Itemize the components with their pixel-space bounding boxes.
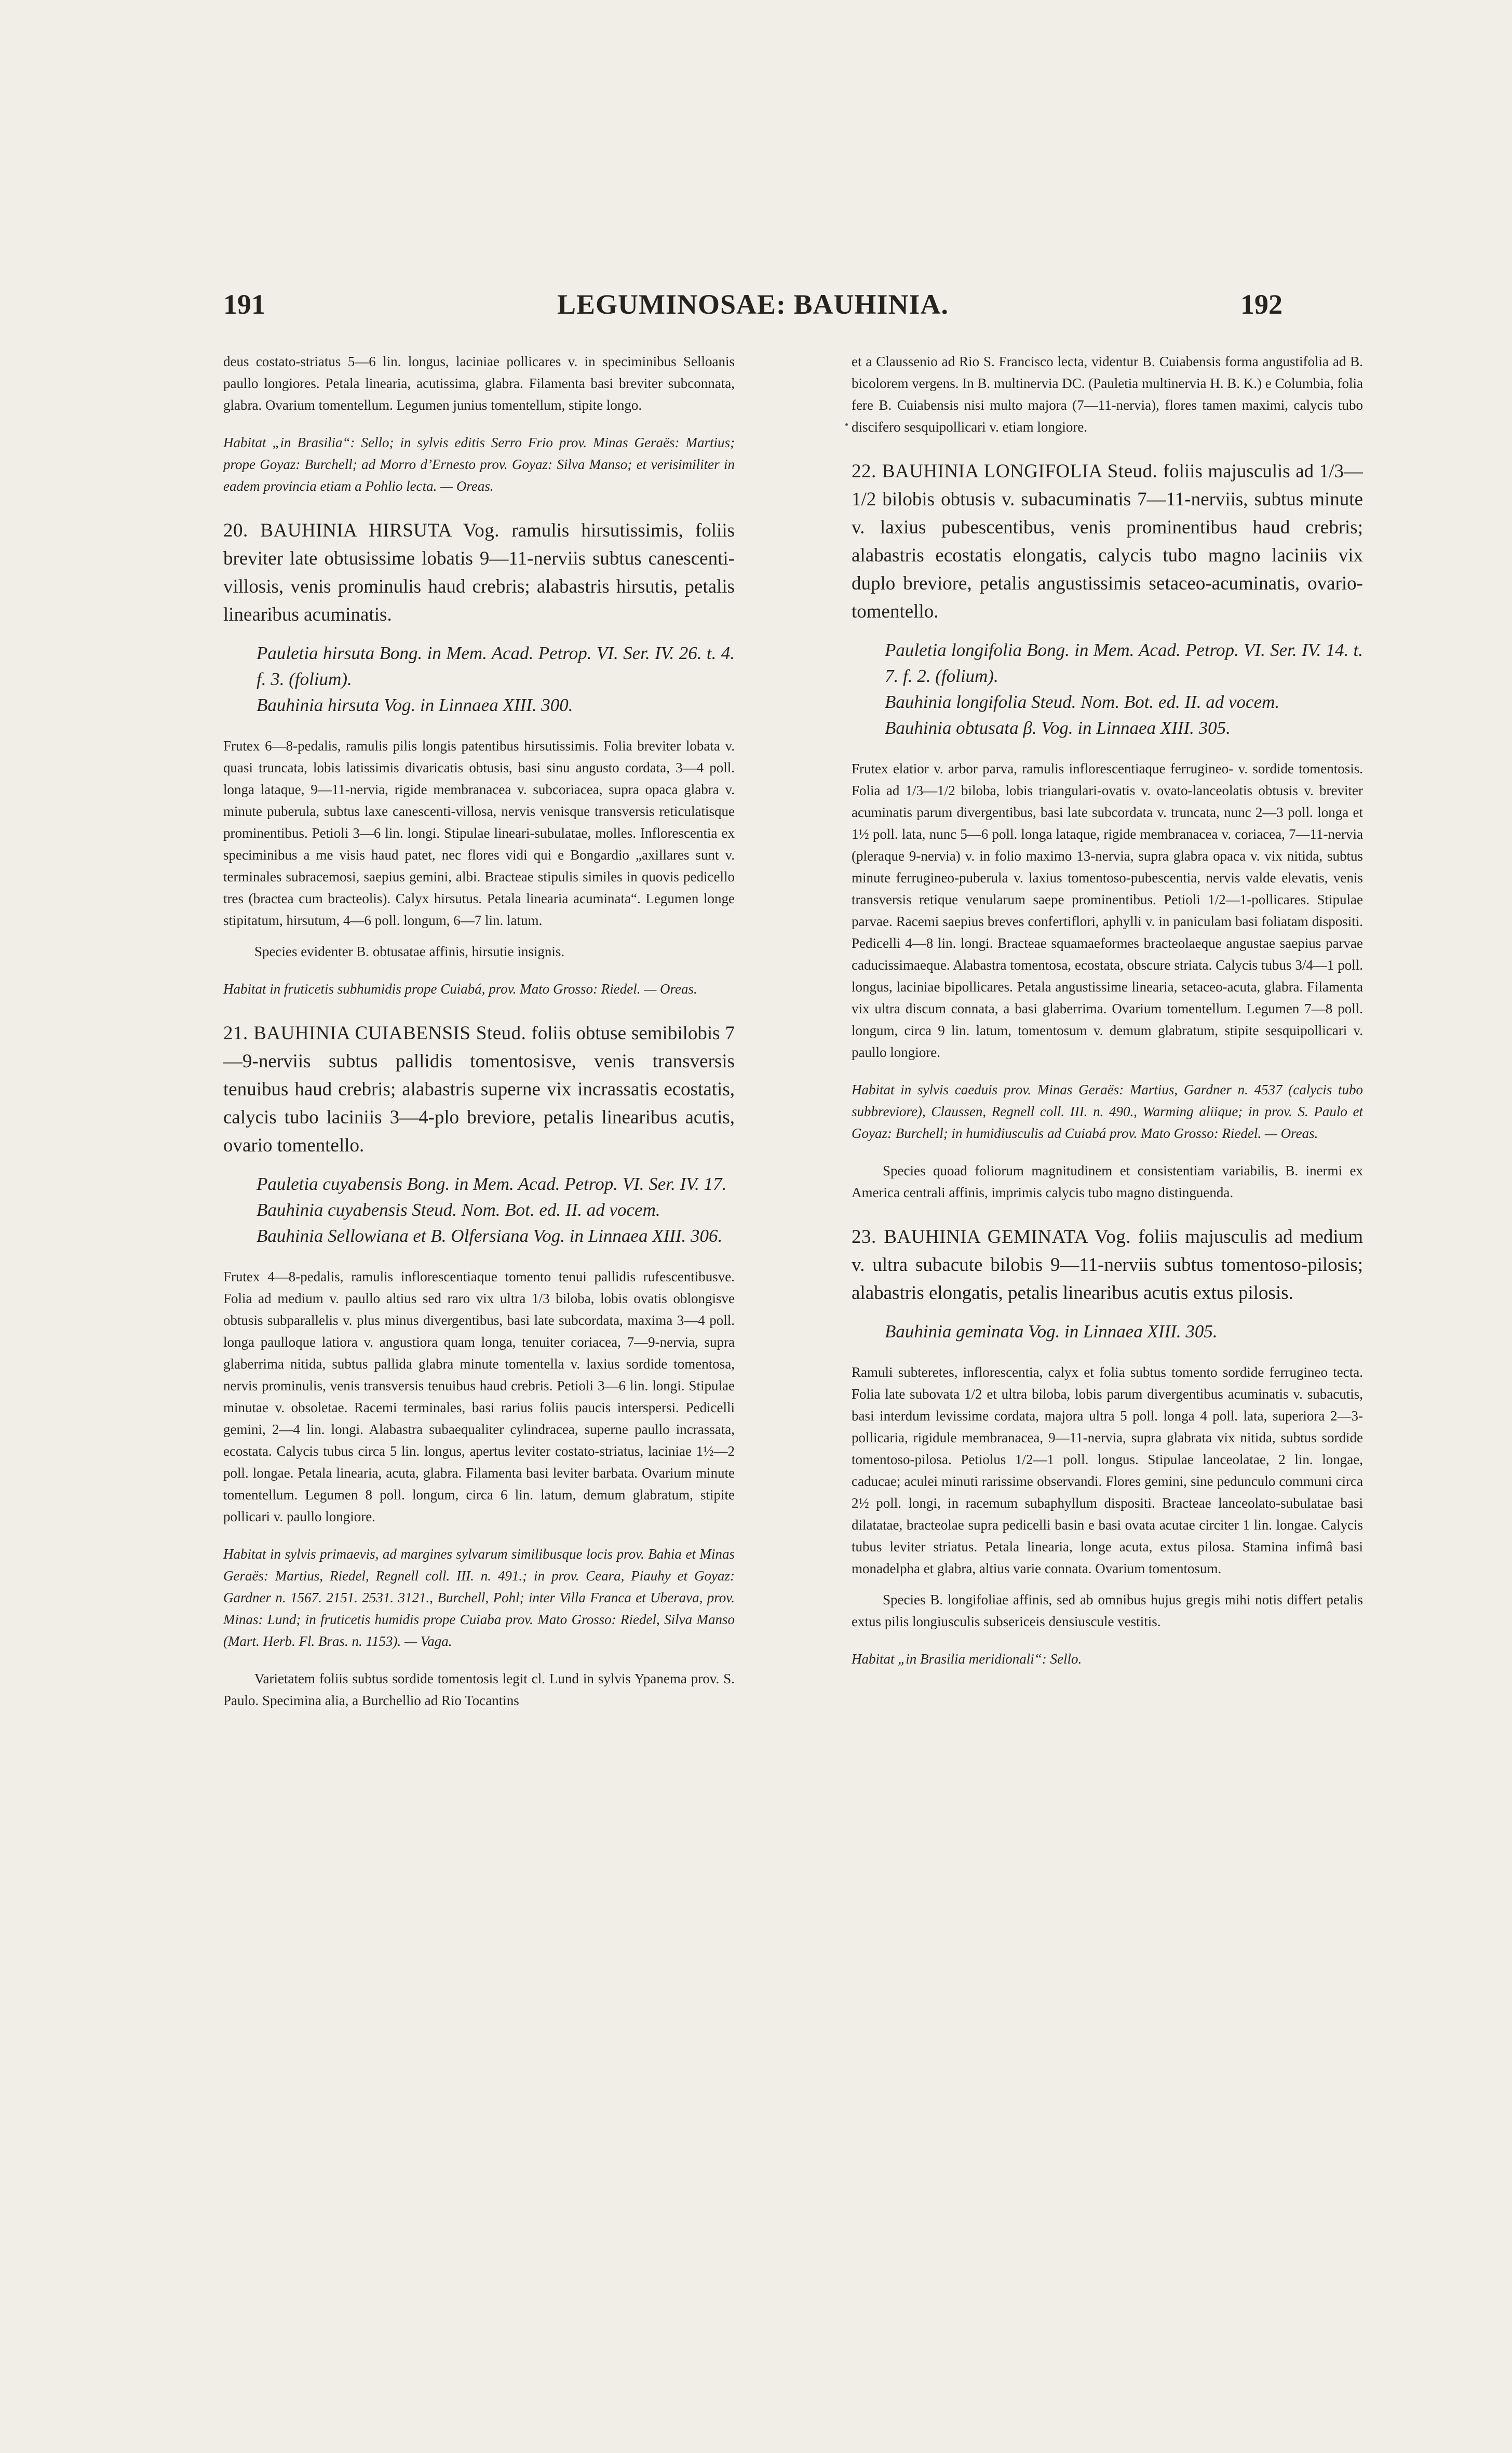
synonym: Bauhinia obtusata β. Vog. in Linnaea XIII. 305. xyxy=(885,718,1231,738)
species-21-diagnosis xyxy=(223,1020,735,1160)
right-column xyxy=(852,351,1363,2179)
species-22-diagnosis xyxy=(852,458,1363,626)
species-23-note: Species B. longifoliae affinis, sed ab omnibus hujus gregis mihi notis differt petalis extus pilis longiusculis subsericeis densiuscule vestitis. xyxy=(852,1592,1363,1629)
species-20-note: Species evidenter B. obtusatae affinis, hirsutie insignis. xyxy=(254,944,565,959)
species-23-habitat: Habitat „in Brasilia meridionali“: Sello. xyxy=(852,1651,1082,1667)
species-23-diag-text: foliis majusculis ad medium v. ultra subacute bilobis 9—11-nerviis subtus tomentoso-pilosis; alabastris elongatis, petalis linearibus acutis extus pilosis. xyxy=(852,1226,1363,1304)
habitat-19: Habitat „in Brasilia“: Sello; in sylvis editis Serro Frio prov. Minas Geraës: Martius; prope Goyaz: Burchell; ad Morro d’Ernesto prov. Goyaz: Silva Manso; et verisimiliter in eadem provincia etiam a Pohlio lecta. — Oreas. xyxy=(223,435,735,494)
species-22-title: 22. BAUHINIA LONGIFOLIA Steud. xyxy=(852,461,1158,482)
synonym: Bauhinia longifolia Steud. Nom. Bot. ed. II. ad vocem. xyxy=(885,692,1280,712)
species-20-description: Frutex 6—8-pedalis, ramulis pilis longis patentibus hirsutissimis. Folia breviter lobata v. quasi truncata, lobis latissimis divaricatis obtusis, basi sinu angusto cordata, 3—4 poll. longa lataque, 9—11-nervia, rigide membranacea v. subcoriacea, supra opaca glabra v. minute puberula, subtus laxe canescenti-villosa, nervis venisque transversis reticulatisque prominentibus. Petioli 3—6 lin. longi. Stipulae lineari-subulatae, molles. Inflorescentia ex speciminibus a me visis haud patet, nec flores vidi qui e Bongardio „axillares sunt v. terminales subracemosi, saepius gemini, albi. Bracteae stipulis similes in quovis pedicello tres (bractea cum bracteolis). Calyx hirsutus. Petala linearia acuminata“. Legumen longe stipitatum, hirsutum, 4—6 poll. longum, 6—7 lin. latum. xyxy=(223,738,735,928)
synonym: Pauletia hirsuta Bong. in Mem. Acad. Petrop. VI. Ser. IV. 26. t. 4. f. 3. (folium). xyxy=(256,643,735,689)
species-21-synonyms xyxy=(223,1171,735,1249)
page-number-right: 192 xyxy=(1240,289,1282,320)
species-21-habitat: Habitat in sylvis primaevis, ad margines sylvarum similibusque locis prov. Bahia et Minas Geraës: Martius, Riedel, Regnell coll. III. n. 491.; in prov. Ceara, Piauhy et Goyaz: Gardner n. 1567. 2151. 2531. 3121., Burchell, Pohl; inter Villa Franca et Uberava, prov. Minas: Lund; in fruticetis humidis prope Cuiaba prov. Mato Grosso: Riedel, Silva Manso (Mart. Herb. Fl. Bras. n. 1153). — Vaga. xyxy=(223,1546,735,1649)
margin-mark xyxy=(845,423,848,426)
synonym: Bauhinia geminata Vog. in Linnaea XIII. 305. xyxy=(885,1321,1218,1342)
species-22-description: Frutex elatior v. arbor parva, ramulis inflorescentiaque ferrugineo- v. sordide tomentosis. Folia ad 1/3—1/2 biloba, lobis triangulari-ovatis v. ovato-lanceolatis obtusis v. breviter acuminatis parum divergentibus, basi late subcordata v. truncata, nunc 2—3 poll. longa et 1½ poll. lata, nunc 5—6 poll. longa lataque, rigide membranacea v. coriacea, 7—11-nervia (pleraque 9-nervia) v. in folio maximo 13-nervia, supra glabra opaca v. vix nitida, subtus minute ferrugineo-puberula v. laxius tomentoso-pubescentia, nervis valde elevatis, venis transversis retique venularum saepe prominentibus. Petioli 1/2—1-pollicares. Stipulae parvae. Racemi saepius breves confertiflori, aphylli v. in paniculam basi foliatam dispositi. Pedicelli 4—8 lin. longi. Bracteae squamaeformes bracteolaeque angustae saepius parvae caducissimaeque. Alabastra tomentosa, ecostata, obscure striata. Calycis tubus 3/4—1 poll. longus, laciniae bipollicares. Petala angustissime linearia, setaceo-acuta, glabra. Filamenta vix ultra discum connata, a basi glaberrima. Ovarium tomentellum. Legumen 7—8 poll. longum, circa 9 lin. latum, tomentosum v. demum glabratum, stipite sesquipollicari v. paullo longiore. xyxy=(852,761,1363,1060)
species-20-diagnosis xyxy=(223,517,735,629)
left-column xyxy=(223,351,735,2179)
species-23-synonyms xyxy=(852,1319,1363,1345)
synonym: Bauhinia hirsuta Vog. in Linnaea XIII. 300. xyxy=(256,695,573,715)
synonym: Pauletia cuyabensis Bong. in Mem. Acad. Petrop. VI. Ser. IV. 17. xyxy=(256,1174,727,1194)
species-22-synonyms xyxy=(852,637,1363,741)
synonym: Pauletia longifolia Bong. in Mem. Acad. Petrop. VI. Ser. IV. 14. t. 7. f. 2. (folium). xyxy=(885,640,1363,686)
running-title: LEGUMINOSAE: BAUHINIA. xyxy=(557,289,949,320)
species-20-diag-text: ramulis hirsutissimis, foliis breviter late obtusissime lobatis 9—11-nerviis subtus canescenti-villosis, venis prominulis haud crebris; alabastris hirsutis, petalis linearibus acuminatis. xyxy=(223,520,735,625)
page-number-left: 191 xyxy=(223,289,265,320)
species-21-title: 21. BAUHINIA CUIABENSIS Steud. xyxy=(223,1023,526,1044)
species-21-variety: Varietatem foliis subtus sordide tomentosis legit cl. Lund in sylvis Ypanema prov. S. Paulo. Specimina alia, a Burchellio ad Rio Tocantins xyxy=(223,1671,735,1708)
species-21-diag-text: foliis obtuse semibilobis 7—9-nerviis subtus pallidis tomentosisve, venis transversis tenuibus haud crebris; alabastris superne vix incrassatis ecostatis, calycis tubo laciniis 3—4-plo breviore, petalis linearibus acutis, ovario tomentello. xyxy=(223,1023,735,1156)
synonym: Bauhinia cuyabensis Steud. Nom. Bot. ed. II. ad vocem. xyxy=(256,1200,660,1220)
species-22-diag-text: foliis majusculis ad 1/3—1/2 bilobis obtusis v. subacuminatis 7—11-nerviis, subtus minute v. laxius pubescentibus, venis prominentibus haud crebris; alabastris ecostatis elongatis, calycis tubo magno laciniis vix duplo breviore, petalis angustissimis setaceo-acuminatis, ovario-tomentello. xyxy=(852,461,1363,622)
species-20-synonyms xyxy=(223,640,735,718)
species-23-description: Ramuli subteretes, inflorescentia, calyx et folia subtus tomento sordide ferrugineo tecta. Folia late subovata 1/2 et ultra biloba, lobis parum divergentibus acuminatis v. subacutis, basi interdum levissime cordata, majora ultra 5 poll. longa 4 poll. lata, superiora 2—3-pollicaria, rigidule membranacea, 9—11-nervia, supra glabrata vix nitida, subtus sordide tomentoso-pilosa. Petiolus 1/2—1 poll. longus. Stipulae lanceolatae, 2 lin. longae, caducae; aculei minuti rarissime observandi. Flores gemini, sine pedunculo communi circa 2½ poll. longi, in racemum subaphyllum dispositi. Bracteae lanceolato-subulatae basi dilatatae, bracteolae supra pedicelli basin e basi ovata acutae circiter 1 lin. longae. Calycis tubus leviter striatus. Petala linearia, longe acuta, extus pilosa. Stamina infimâ basi monadelpha et glabra, altius varie connata. Ovarium tomentosum. xyxy=(852,1364,1363,1576)
species-23-title: 23. BAUHINIA GEMINATA Vog. xyxy=(852,1226,1131,1248)
species-20-title: 20. BAUHINIA HIRSUTA Vog. xyxy=(223,520,500,541)
species-22-habitat: Habitat in sylvis caeduis prov. Minas Geraës: Martius, Gardner n. 4537 (calycis tubo subbreviore), Claussen, Regnell coll. III. n. 490., Warming aliique; in prov. S. Paulo et Goyaz: Burchell; in humidiusculis ad Cuiabá prov. Mato Grosso: Riedel. — Oreas. xyxy=(852,1082,1363,1141)
continuation-paragraph: et a Claussenio ad Rio S. Francisco lecta, videntur B. Cuiabensis forma angustifolia ad B. bicolorem vergens. In B. multinervia DC. (Pauletia multinervia H. B. K.) e Columbia, folia fere B. Cuiabensis nisi multo majora (7—11-nervia), flores tamen maximi, calycis tubo discifero sesquipollicari v. etiam longiore. xyxy=(852,354,1363,435)
species-21-description: Frutex 4—8-pedalis, ramulis inflorescentiaque tomento tenui pallidis rufescentibusve. Folia ad medium v. paullo altius sed raro vix ultra 1/3 biloba, lobis ovatis oblongisve obtusis subparallelis v. plus minus divergentibus, basi late subcordata, maxima 3—4 poll. longa paulloque latiora v. angustiora quam longa, tenuiter coriacea, 7—9-nervia, supra glaberrima nitida, subtus pallida glabra minute tomentella v. laxius sordide tomentosa, nervis prominulis, venis transversis tenuibus haud crebris. Petioli 3—6 lin. longi. Stipulae minutae v. obsoletae. Racemi terminales, basi rarius foliis paucis interspersi. Pedicelli gemini, 2—4 lin. longi. Alabastra subaequaliter cylindracea, superne paullo incrassata, ecostata. Calycis tubus circa 5 lin. longus, apertus leviter costato-striatus, laciniae 1½—2 poll. longae. Petala linearia, acuta, glabra. Filamenta basi leviter barbata. Ovarium minute tomentellum. Legumen 8 poll. longum, circa 6 lin. latum, demum glabratum, stipite pollicari v. paullo longiore. xyxy=(223,1269,735,1524)
synonym: Bauhinia Sellowiana et B. Olfersiana Vog. in Linnaea XIII. 306. xyxy=(256,1226,723,1246)
species-23-diagnosis xyxy=(852,1223,1363,1307)
species-22-note: Species quoad foliorum magnitudinem et consistentiam variabilis, B. inermi ex America centrali affinis, imprimis calycis tubo magno distinguenda. xyxy=(852,1163,1363,1200)
continuation-paragraph: deus costato-striatus 5—6 lin. longus, laciniae pollicares v. in speciminibus Selloanis paullo longiores. Petala linearia, acutissima, glabra. Filamenta basi breviter subconnata, glabra. Ovarium tomentellum. Legumen junius tomentellum, stipite longo. xyxy=(223,354,735,413)
species-20-habitat: Habitat in fruticetis subhumidis prope Cuiabá, prov. Mato Grosso: Riedel. — Oreas. xyxy=(223,981,697,997)
page-header xyxy=(223,288,1282,325)
